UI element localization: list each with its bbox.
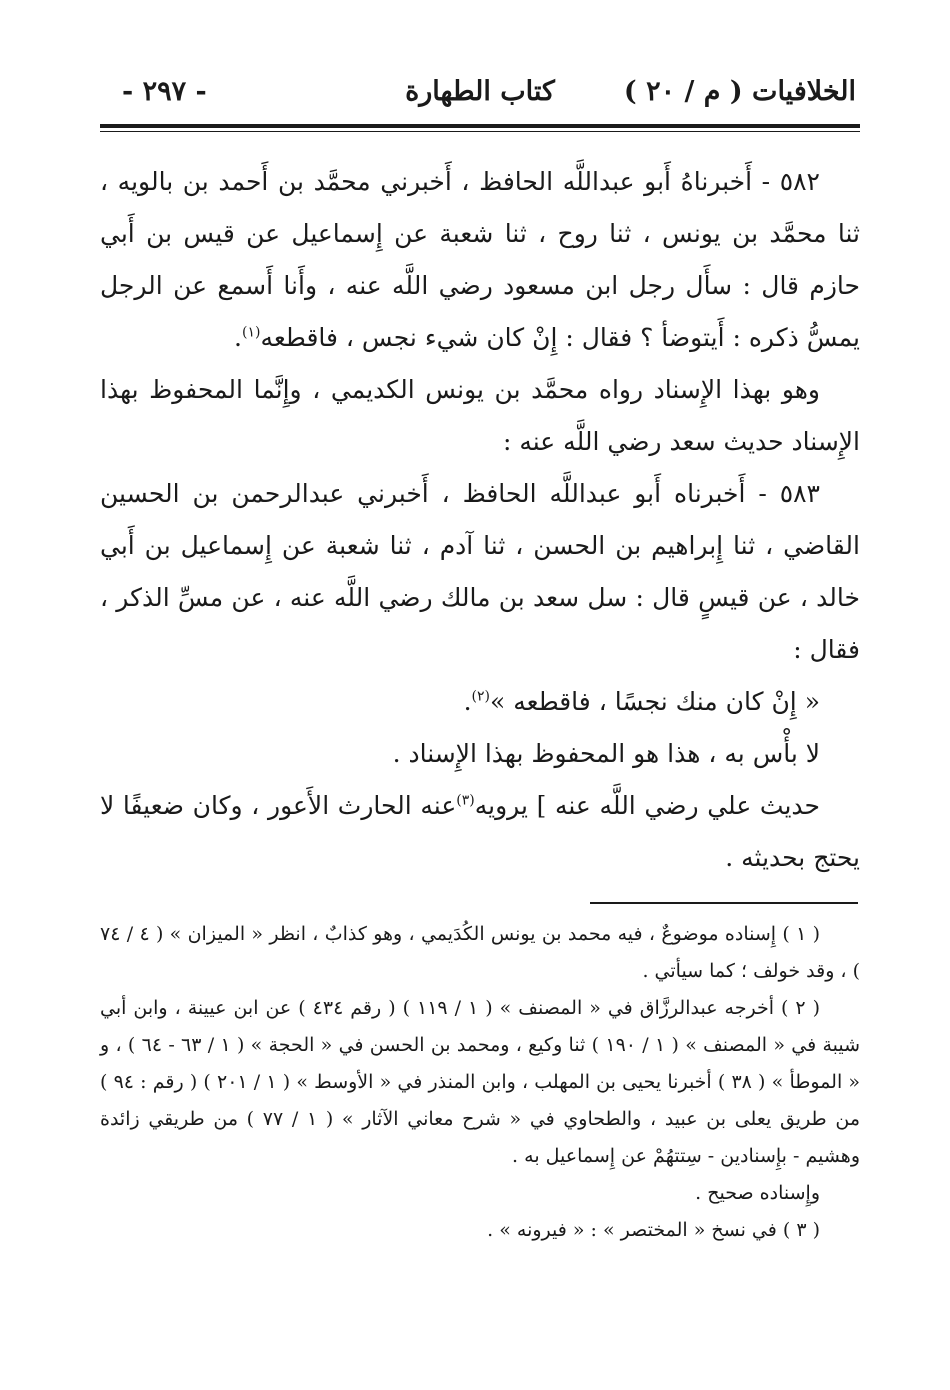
footnote-1: ( ١ ) إِسناده موضوعٌ ، فيه محمد بن يونس الكُدَيمي ، وهو كذابٌ ، انظر « الميزان » ( ٤ / ٧٤ ) ، وقد خولف ؛ كما سيأتي .: [100, 923, 860, 982]
page-number: - ٢٩٧ -: [122, 76, 207, 107]
running-title: الخلافيات ( م / ٢٠ ): [623, 76, 856, 107]
paragraph-583: ٥٨٣ - أَخبرناه أَبو عبداللَّه الحافظ ، أَخبرني عبدالرحمن بن الحسين القاضي ، ثنا إِبراهيم بن الحسن ، ثنا آدم ، ثنا شعبة عن إِسماعيل بن أَبي خالد ، عن قيسٍ قال : سل سعد بن مالك رضي اللَّه عنه ، عن مسِّ الذكر ، فقال :: [100, 479, 860, 664]
note-ref-1: (١): [242, 324, 261, 341]
book-title: كتاب الطهارة: [405, 76, 555, 107]
paragraph-verdict: لا بأْس به ، هذا هو المحفوظ بهذا الإِسناد .: [392, 739, 820, 768]
footnote-2-continued: وإِسناده صحيح .: [695, 1182, 820, 1204]
footnote-2: ( ٢ ) أخرجه عبدالرزَّاق في « المصنف » ( ١ / ١١٩ ) ( رقم ٤٣٤ ) عن ابن عيينة ، وابن أبي شيبة في « المصنف » ( ١ / ١٩٠ ) ثنا وكيع ، ومحمد بن الحسن في « الحجة » ( ١ / ٦٣ - ٦٤ ) ، و « الموطأ » ( ٣٨ ) أخبرنا يحيى بن المهلب ، وابن المنذر في « الأوسط » ( ١ / ٢٠١ ) ( رقم : ٩٤ ) من طريق يعلى بن عبيد ، والطحاوي في « شرح معاني الآثار » ( ١ / ٧٧ ) من طريقي زائدة وهشيم - بإِسنادين - سِتتهُمْ عن إِسماعيل به .: [100, 997, 861, 1167]
footnote-separator: [590, 902, 858, 904]
note-ref-2: (٢): [471, 688, 491, 705]
ali-hadith-text-b: عنه الحارث الأَعور ، وكان ضعيفًا لا يحتج بحديثه .: [100, 791, 860, 872]
paragraph-isnad-note: وهو بهذا الإِسناد رواه محمَّد بن يونس الكديمي ، وإِنَّما المحفوظ بهذا الإِسناد حديث سعد رضي اللَّه عنه :: [100, 375, 860, 456]
ali-hadith-text-a: حديث علي رضي اللَّه عنه ] يرويه: [474, 791, 820, 820]
page-header: [100, 72, 860, 120]
footnote-3: ( ٣ ) في نسخ « المختصر » : « فيرونه » .: [487, 1219, 820, 1241]
paragraph-ali-hadith: [100, 780, 860, 884]
hadith-quote-text: « إِنْ كان منك نجسًا ، فاقطعه »: [490, 687, 820, 716]
main-text: [100, 156, 860, 884]
paragraph-582-text: ٥٨٢ - أَخبرناهُ أَبو عبداللَّه الحافظ ، أَخبرني محمَّد بن أَحمد بن بالويه ، ثنا محمَّد بن يونس ، ثنا روح ، ثنا شعبة عن إِسماعيل عن قيس بن أَبي حازم قال : سأَل رجل ابن مسعود رضي اللَّه عنه ، وأَنا أَسمع عن الرجل يمسُّ ذكره : أَيتوضأ ؟ فقال : إِنْ كان شيء نجس ، فاقطعه: [100, 167, 860, 352]
paragraph-582: ٥٨٢ - أَخبرناهُ أَبو عبداللَّه الحافظ ، أَخبرني محمَّد بن أَحمد بن بالويه ، ثنا محمَّد بن يونس ، ثنا روح ، ثنا شعبة عن إِسماعيل عن قيس بن أَبي حازم قال : سأَل رجل ابن مسعود رضي اللَّه عنه ، وأَنا أَسمع عن الرجل يمسُّ ذكره : أَيتوضأ ؟ فقال : إِنْ كان شيء نجس ، فاقطعه$^{(١)}$.: [100, 167, 860, 352]
paragraph-hadith-quote: « إِنْ كان منك نجسًا ، فاقطعه »$^{(٢)}$.: [463, 687, 820, 716]
header-rule-thick: [100, 124, 860, 128]
header-rule-thin: [100, 131, 860, 132]
note-ref-3: (٣): [456, 792, 475, 809]
footnotes: [100, 916, 860, 1249]
